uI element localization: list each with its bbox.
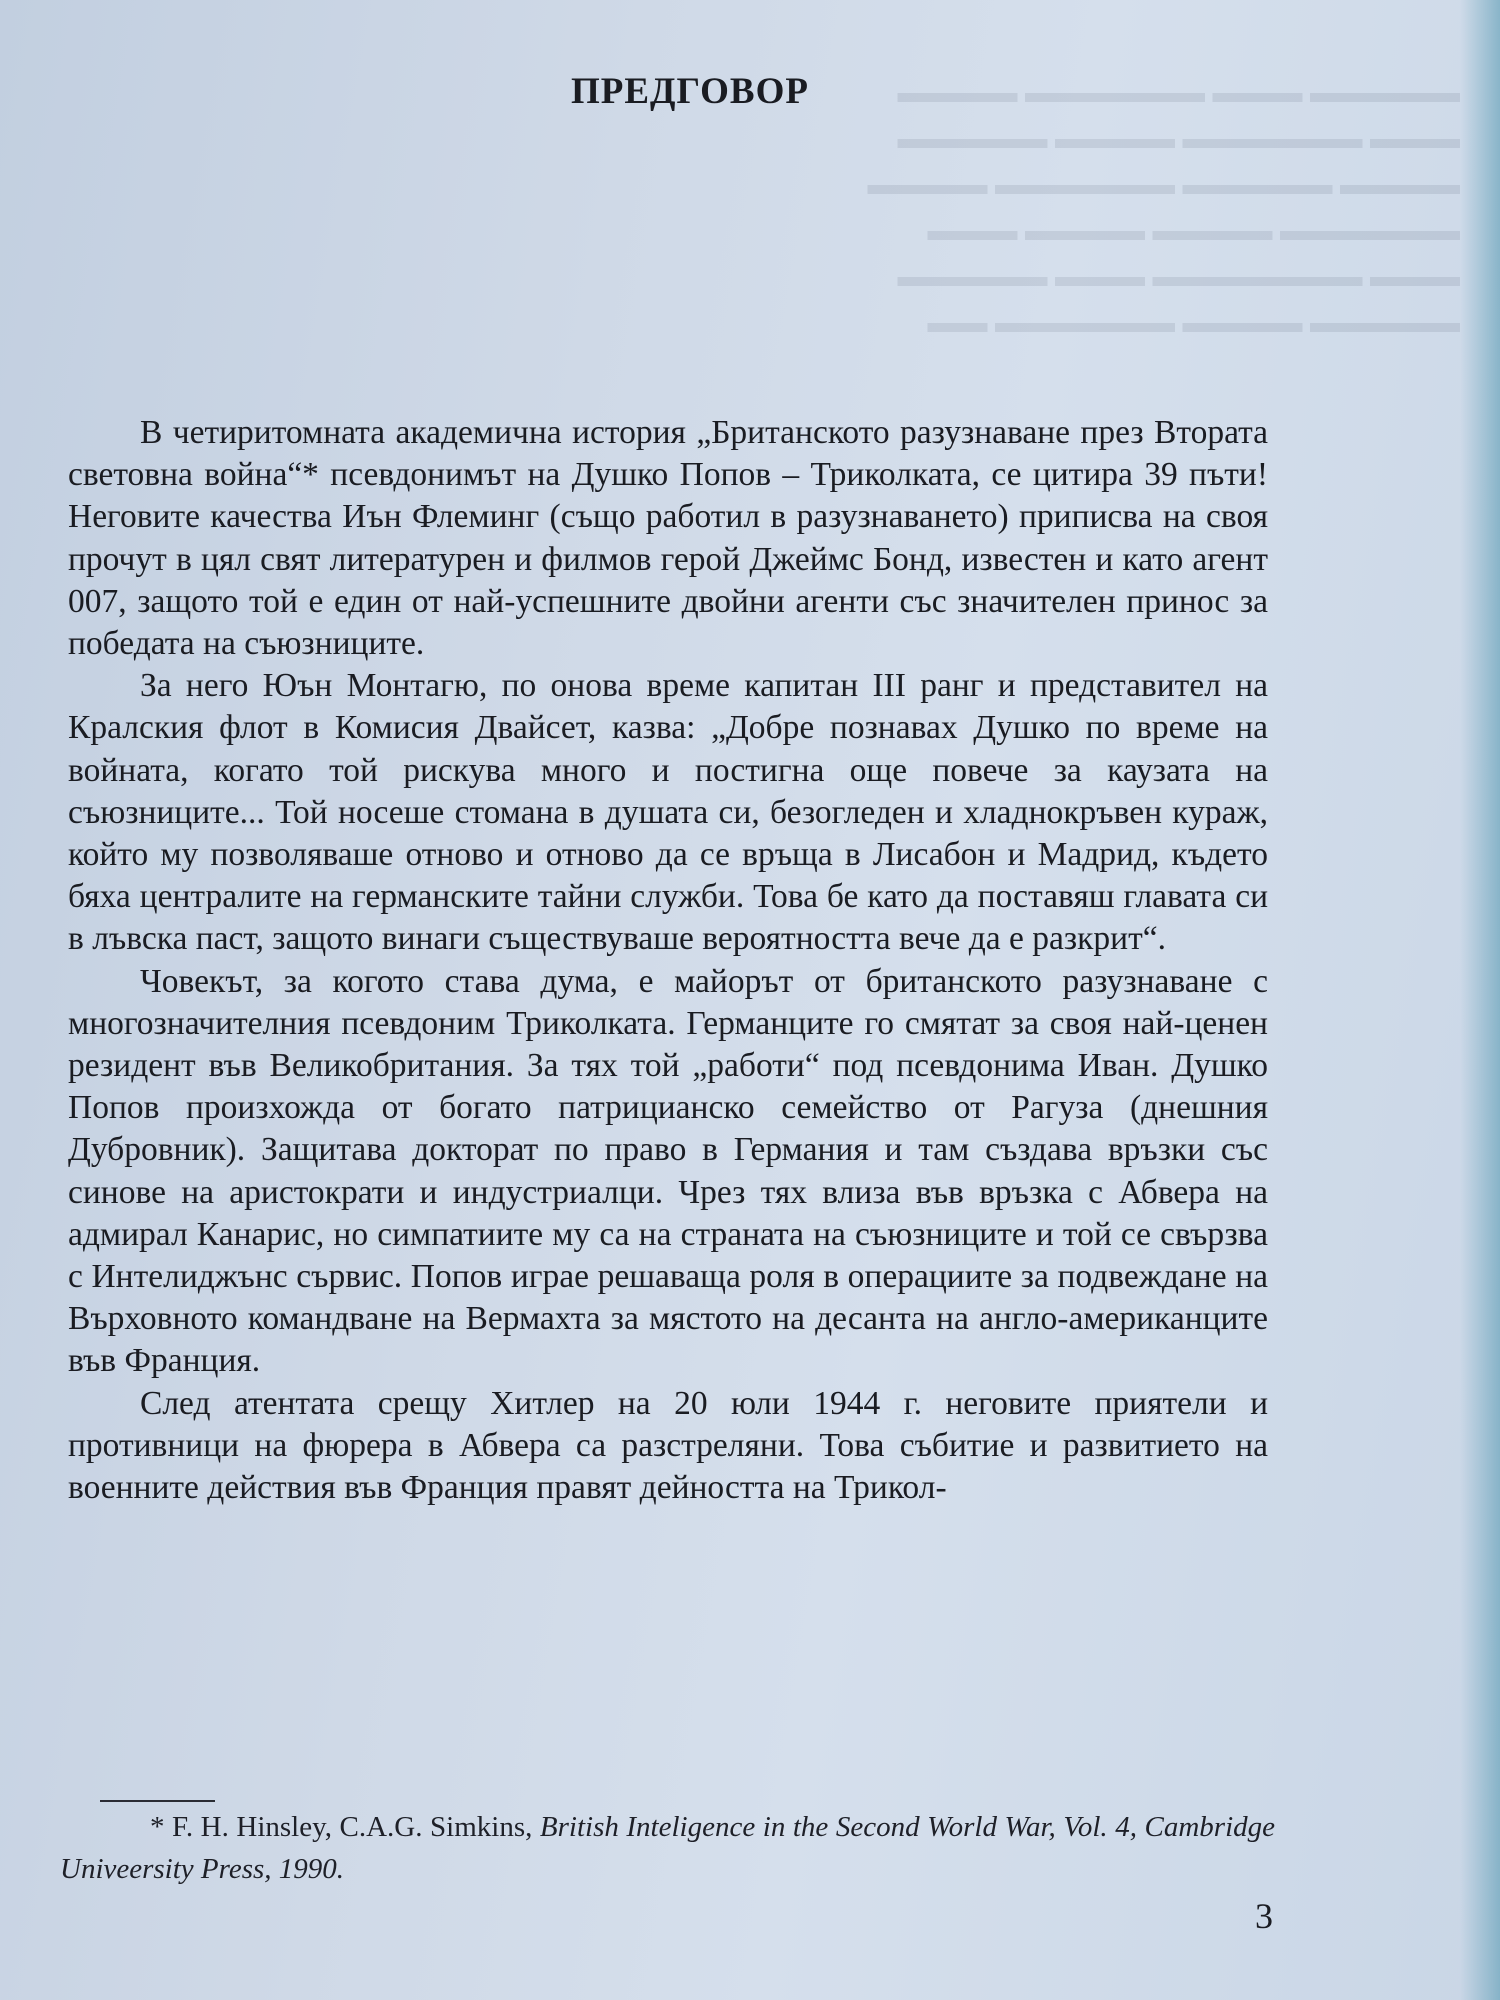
paragraph: В четиритомната академична история „Британското разузнаване през Втората световна война“* псевдонимът на Душко Попов – Триколката, се цитира 39 пъти! Неговите качества Иън Флеминг (също работил в разузнаването) приписва на своя прочут в цял свят литературен и филмов герой Джеймс Бонд, известен и като агент 007, защото той е един от най-успешните двойни агенти със значителен принос за победата на съюзниците. — [68, 414, 1268, 663]
paragraph: За него Юън Монтагю, по онова време капитан III ранг и представител на Кралския флот в Комисия Двайсет, казва: „Добре познавах Душко по време на войната, когато той рискува много и постигна още повече за каузата на съюзниците... Той носеше стомана в душата си, безогледен и хладнокръвен кураж, който му позволяваше отново и отново да се връща в Лисабон и Мадрид, където бяха централите на германските тайни служби. Това бе като да поставяш главата си в лъвска паст, защото винаги съществуваше вероятността вече да е разкрит“. — [68, 667, 1268, 958]
footnote — [60, 1806, 1275, 1890]
paragraph: Човекът, за когото става дума, е майорът от британското разузнаване с многозначителния псевдоним Триколката. Германците го смятат за своя най-ценен резидент във Великобритания. За тях той „работи“ под псевдонима Иван. Душко Попов произхожда от богато патрицианско семейство от Рагуза (днешния Дубровник). Защитава докторат по право в Германия и там създава връзки със синове на аристократи и индустриалци. Чрез тях влиза във връзка с Абвера на адмирал Канарис, но симпатиите му са на страната на съюзниците и той се свързва с Интелиджънс сървис. Попов играе решаваща роля в операциите за подвеждане на Върховното командване на Вермахта за мястото на десанта на англо-американците във Франция. — [68, 962, 1268, 1380]
page-edge-shadow — [1460, 0, 1500, 2000]
footnote-divider — [100, 1800, 215, 1802]
footnote-authors: * F. H. Hinsley, C.A.G. Simkins, — [150, 1811, 533, 1843]
body-text — [68, 412, 1268, 1509]
footnote-source-title: British Inteligence in the Second World War, Vol. 4, Cambridge Univeersity Press, 1990. — [60, 1811, 1275, 1885]
bleed-through-texture: ▬▬▬▬▬ ▬▬▬ ▬▬▬▬▬▬ ▬▬▬▬ ▬▬▬ ▬▬▬▬▬▬ ▬▬▬▬ ▬▬▬▬▬ ▬▬▬▬ ▬▬▬▬▬ ▬▬▬▬▬▬ ▬▬▬▬ ▬▬▬▬▬▬ ▬▬▬▬ ▬▬▬▬ ▬▬▬ ▬▬▬ ▬▬▬▬▬▬▬ ▬▬▬ ▬▬▬▬▬ ▬▬▬▬▬ ▬▬▬▬ ▬▬▬▬▬▬ ▬▬ — [867, 76, 1460, 339]
page-number: 3 — [1255, 1896, 1273, 1936]
paragraph: След атентата срещу Хитлер на 20 юли 1944 г. неговите приятели и противници на фюрера в Абвера са разстреляни. Това събитие и развитието на военните действия във Франция правят дейността на Трикол- — [68, 1384, 1268, 1507]
chapter-title: ПРЕДГОВОР — [571, 71, 809, 112]
